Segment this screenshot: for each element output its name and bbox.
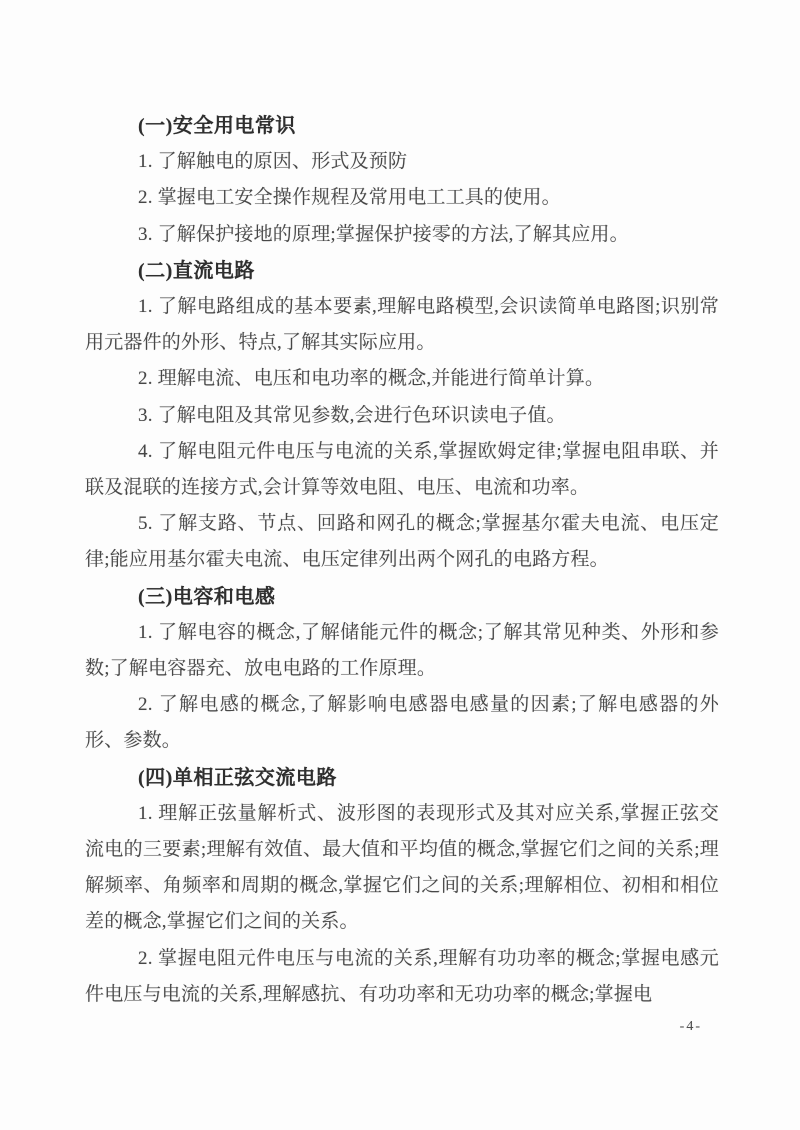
- syllabus-item: 1. 了解电容的概念,了解储能元件的概念;了解其常见种类、外形和参数;了解电容器充、放电电路的工作原理。: [85, 621, 719, 680]
- syllabus-item: 1. 了解电路组成的基本要素,理解电路模型,会识读简单电路图;识别常用元器件的外形、特点,了解其实际应用。: [85, 296, 719, 354]
- syllabus-item: 1. 理解正弦量解析式、波形图的表现形式及其对应关系,掌握正弦交流电的三要素;理解有效值、最大值和平均值的概念,掌握它们之间的关系;理解频率、角频率和周期的概念,掌握它们之间的关系;理解相位、初相和相位差的概念,掌握它们之间的关系。: [85, 802, 719, 933]
- syllabus-item: 2. 掌握电工安全操作规程及常用电工工具的使用。: [138, 187, 561, 209]
- syllabus-item: 2. 掌握电阻元件电压与电流的关系,理解有功功率的概念;掌握电感元件电压与电流的关系,理解感抗、有功功率和无功功率的概念;掌握电: [85, 947, 719, 1005]
- syllabus-item: 5. 了解支路、节点、回路和网孔的概念;掌握基尔霍夫电流、电压定律;能应用基尔霍夫电流、电压定律列出两个网孔的电路方程。: [85, 513, 719, 571]
- page-number: -4-: [679, 1019, 702, 1034]
- syllabus-item: 3. 了解电阻及其常见参数,会进行色环识读电子值。: [138, 404, 566, 426]
- syllabus-item: 1. 了解触电的原因、形式及预防: [138, 151, 408, 173]
- section-heading-2: (二)直流电路: [138, 259, 255, 282]
- syllabus-item: 4. 了解电阻元件电压与电流的关系,掌握欧姆定律;掌握电阻串联、并联及混联的连接方式,会计算等效电阻、电压、电流和功率。: [85, 440, 719, 499]
- section-heading-1: (一)安全用电常识: [138, 115, 296, 137]
- document-content: [85, 108, 719, 1013]
- section-heading-3: (三)电容和电感: [138, 585, 276, 608]
- section-heading-4: (四)单相正弦交流电路: [138, 766, 337, 789]
- syllabus-item: 2. 理解电流、电压和电功率的概念,并能进行简单计算。: [138, 368, 605, 390]
- syllabus-item: 2. 了解电感的概念,了解影响电感器电感量的因素;了解电感器的外形、参数。: [85, 694, 719, 752]
- syllabus-item: 3. 了解保护接地的原理;掌握保护接零的方法,了解其应用。: [138, 223, 629, 245]
